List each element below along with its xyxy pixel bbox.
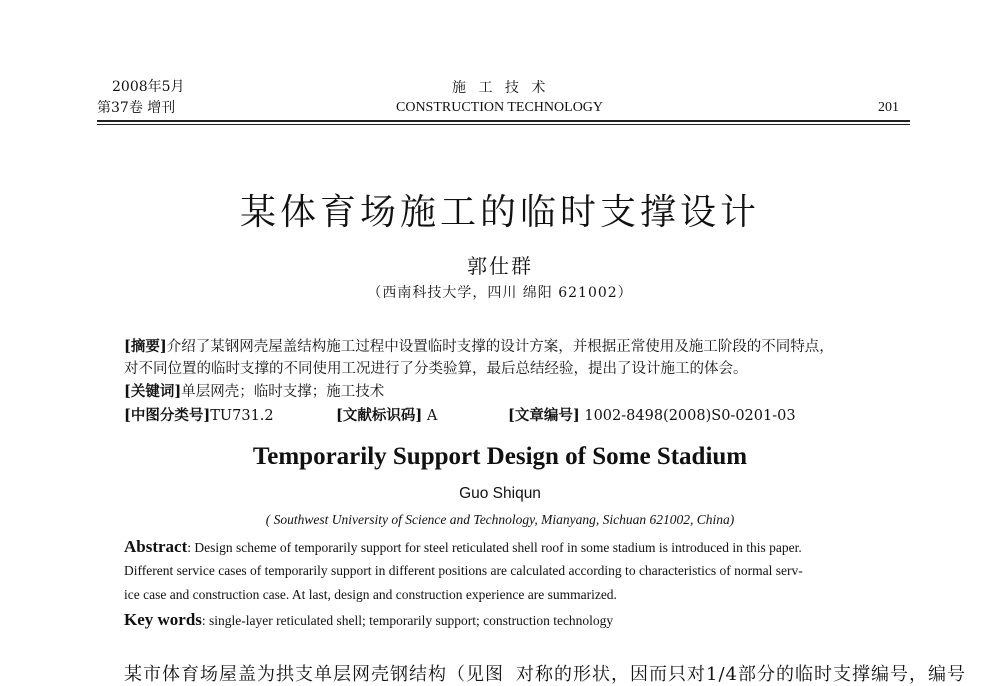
doc-label: [文献标识码]	[336, 407, 423, 424]
abstract-en-line1	[124, 537, 802, 557]
affiliation-cn: （西南科技大学，四川 绵阳 621002）	[367, 285, 633, 301]
clc-value: TU731.2	[210, 408, 274, 424]
paper-title-en: Temporarily Support Design of Some Stadium	[252, 443, 748, 470]
author-cn: 郭仕群	[467, 254, 533, 278]
abstract-en-line3: ice case and construction case. At last, design and construction experience are summarized.	[124, 587, 617, 602]
paper-title-cn: 某体育场施工的临时支撑设计	[239, 192, 760, 233]
keywords-cn-label: [关键词]	[124, 383, 182, 400]
abstract-cn-line1	[124, 336, 834, 358]
doc-value: A	[426, 408, 438, 424]
keywords-cn	[124, 381, 384, 403]
keywords-en-text: : single-layer reticulated shell; temporarily support; construction technology	[201, 613, 614, 628]
art-label: [文章编号]	[508, 407, 580, 424]
keywords-cn-text: 单层网壳；临时支撑；施工技术	[181, 384, 385, 400]
abstract-cn-text1: 介绍了某钢网壳屋盖结构施工过程中设置临时支撑的设计方案，并根据正常使用及施工阶段的不同特点，	[166, 339, 834, 355]
affiliation-en: ( Southwest University of Science and Technology, Mianyang, Sichuan 621002, China)	[265, 512, 735, 527]
header-rule-thin	[97, 124, 910, 125]
doc-code	[336, 405, 437, 427]
abstract-cn-line2: 对不同位置的临时支撑的不同使用工况进行了分类验算，最后总结经验，提出了设计施工的体会。	[124, 361, 748, 377]
journal-title-cn: 施 工 技 术	[452, 80, 550, 96]
abstract-en-line2: Different service cases of temporarily support in different positions are calculated according to characteristics of normal serv-	[124, 563, 803, 578]
journal-title-en: CONSTRUCTION TECHNOLOGY	[396, 100, 604, 115]
abstract-en-text1: : Design scheme of temporarily support for steel reticulated shell roof in some stadium is introduced in this paper.	[187, 540, 802, 555]
header-volume: 第37卷 增刊	[97, 100, 176, 116]
clc-number	[124, 405, 274, 427]
header-rule-thick	[97, 120, 910, 122]
keywords-en	[124, 610, 613, 630]
header-date: 2008年5月	[112, 79, 185, 95]
keywords-en-label: Key words	[124, 610, 202, 629]
article-number	[508, 405, 796, 427]
clc-label: [中图分类号]	[124, 407, 211, 424]
body-text-right: 对称的形状，因而只对1/4部分的临时支撑编号，编号	[516, 664, 966, 685]
author-en: Guo Shiqun	[459, 485, 541, 502]
page-number: 201	[878, 100, 899, 115]
art-value: 1002-8498(2008)S0-0201-03	[584, 408, 796, 424]
abstract-cn-label: [摘要]	[124, 338, 167, 355]
body-text-left: 某市体育场屋盖为拱支单层网壳钢结构（见图	[124, 664, 504, 685]
abstract-en-label: Abstract	[124, 537, 188, 556]
